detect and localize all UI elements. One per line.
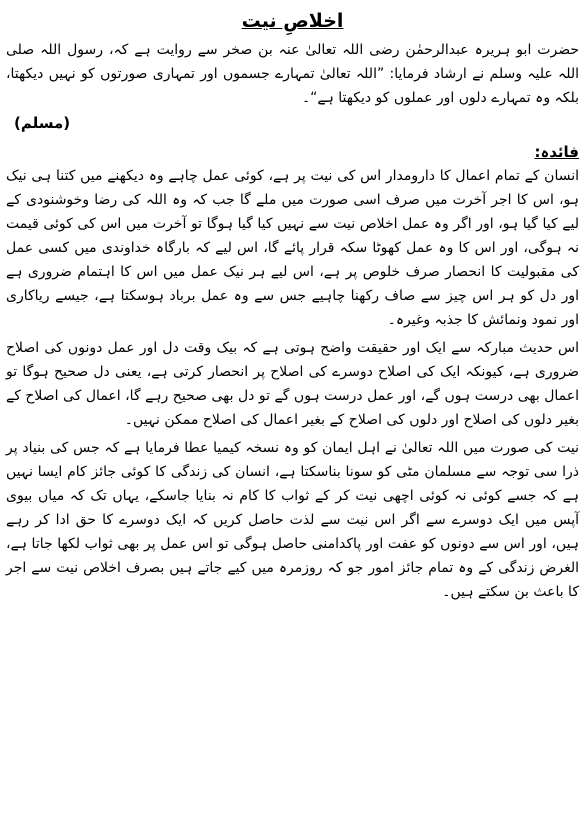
hadith-source: (مسلم) xyxy=(14,114,71,132)
paragraph-2: اس حدیث مبارکہ سے ایک اور حقیقت واضح ہوتی ہے کہ بیک وقت دل اور عمل دونوں کی اصلاح ضروری ہے، کیونکہ ایک کی اصلاح دوسرے کی اصلاح پر انحصار کرتی ہے، یعنی دل صحیح ہوگا تو اعمال بھی درست ہوں گے، اور عمل درست ہوں گے تو دل بھی صحیح رہے گا، اعمال کی اصلاح کے بغیر دلوں کی اصلاح اور دلوں کی اصلاح کے بغیر اعمال کی اصلاح ممکن نہیں۔ xyxy=(6,340,579,428)
hadith-text: حضرت ابو ہریرہ عبدالرحمٰن رضی اللہ تعالیٰ عنہ بن صخر سے روایت ہے کہ، رسول اللہ صلی اللہ علیہ وسلم نے ارشاد فرمایا: ”اللہ تعالیٰ تمہارے جسموں اور تمہاری صورتوں کو نہیں دیکھتا، بلکہ وہ تمہارے دلوں اور عملوں کو دیکھتا ہے“۔ xyxy=(6,42,579,106)
page-title: اخلاصِ نیت xyxy=(241,10,344,32)
document-page xyxy=(6,6,579,604)
benefit-heading: فائدہ: xyxy=(534,143,579,161)
paragraph-1: انسان کے تمام اعمال کا دارومدار اس کی نیت پر ہے، کوئی عمل چاہے وہ دیکھنے میں کتنا ہی نیک ہو، اس کا اجر آخرت میں صرف اسی صورت میں ملے گا جب کہ وہ اللہ کی رضا وخوشنودی کے لیے کیا گیا ہو، اور اگر وہ عمل اخلاص نیت سے نہیں کیا گیا ہوگا تو آخرت میں اس کی کوئی قیمت نہ ہوگی، اور اس کا وہ عمل کھوٹا سکہ قرار پائے گا، اس لیے کہ بارگاہ خداوندی میں کسی عمل کی مقبولیت کا انحصار صرف خلوص پر ہے، اس لیے ہر نیک عمل میں اس کا اہتمام ضروری ہے اور دل کو ہر اس چیز سے صاف رکھنا چاہیے جس سے وہ عمل برباد ہوسکتا ہے، جیسے ریاکاری اور نمود ونمائش کا جذبہ وغیرہ۔ xyxy=(6,168,579,328)
paragraph-3: نیت کی صورت میں اللہ تعالیٰ نے اہل ایمان کو وہ نسخہ کیمیا عطا فرمایا ہے کہ جس کی بنیاد پر ذرا سی توجہ سے مسلمان مٹی کو سونا بناسکتا ہے، انسان کی زندگی کا کوئی جائز کام ایسا نہیں ہے کہ جسے کوئی نہ کوئی اچھی نیت کر کے ثواب کا کام نہ بنایا جاسکے، یہاں تک کہ میاں بیوی آپس میں ایک دوسرے سے اگر اس نیت سے لذت حاصل کریں کہ ایک دوسرے کا حق ادا کر رہے ہیں، اور اس سے دونوں کو عفت اور پاکدامنی حاصل ہوگی تو اس عمل پر بھی ثواب لکھا جاتا ہے، الغرض زندگی کے وہ تمام جائز امور جو کہ روزمرہ میں کیے جاتے ہیں بصرف اخلاص نیت سے اجر کا باعث بن سکتے ہیں۔ xyxy=(6,440,579,600)
